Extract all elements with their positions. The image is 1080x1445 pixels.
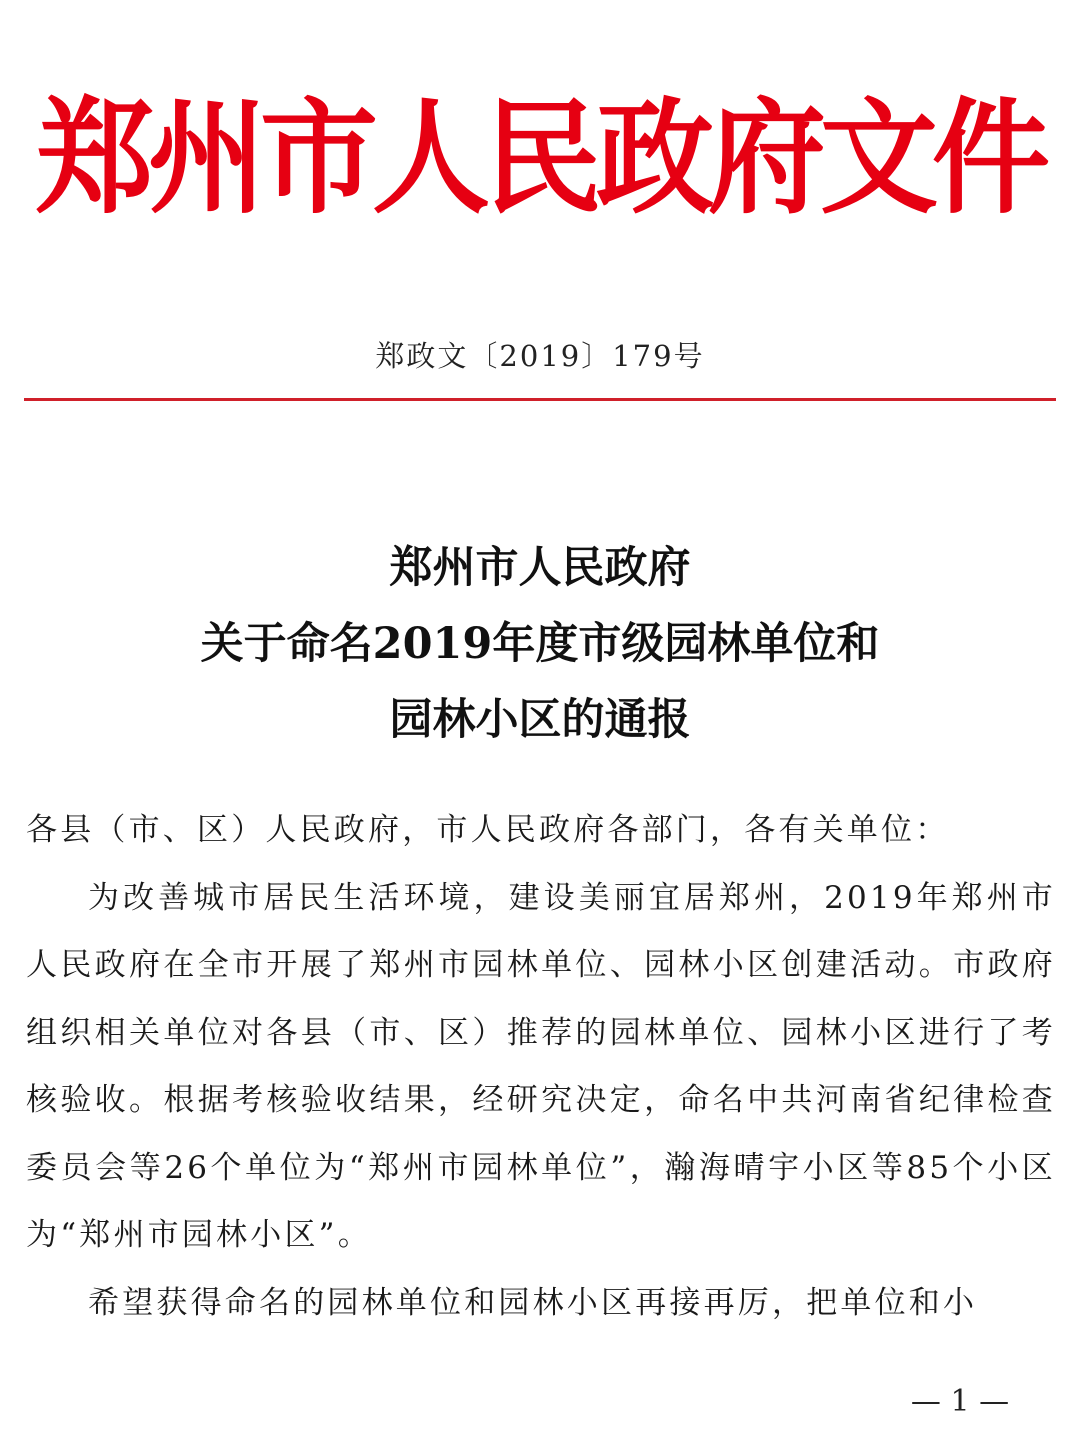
document-body (26, 797, 1056, 1337)
document-masthead: 郑州市人民政府文件 (35, 84, 1044, 231)
title-line-issuer: 郑州市人民政府 (389, 543, 691, 593)
document-number: 郑政文〔2019〕179号 (375, 339, 705, 373)
page-number: — 1 — (910, 1384, 1010, 1419)
paragraph-closing: 希望获得命名的园林单位和园林小区再接再厉，把单位和小 (88, 1284, 978, 1321)
title-line-subject: 关于命名2019年度市级园林单位和 (200, 619, 880, 669)
document-title (0, 530, 1080, 758)
paragraph-main: 为改善城市居民生活环境，建设美丽宜居郑州，2019年郑州市人民政府在全市开展了郑州市园林单位、园林小区创建活动。市政府组织相关单位对各县（市、区）推荐的园林单位、园林小区进行了考核验收。根据考核验收结果，经研究决定，命名中共河南省纪律检查委员会等26个单位为“郑州市园林单位”，瀚海晴宇小区等85个小区为“郑州市园林小区”。 (26, 879, 1056, 1253)
red-divider-rule (24, 398, 1056, 401)
title-line-subject-end: 园林小区的通报 (389, 695, 691, 745)
salutation: 各县（市、区）人民政府，市人民政府各部门，各有关单位： (26, 812, 950, 848)
